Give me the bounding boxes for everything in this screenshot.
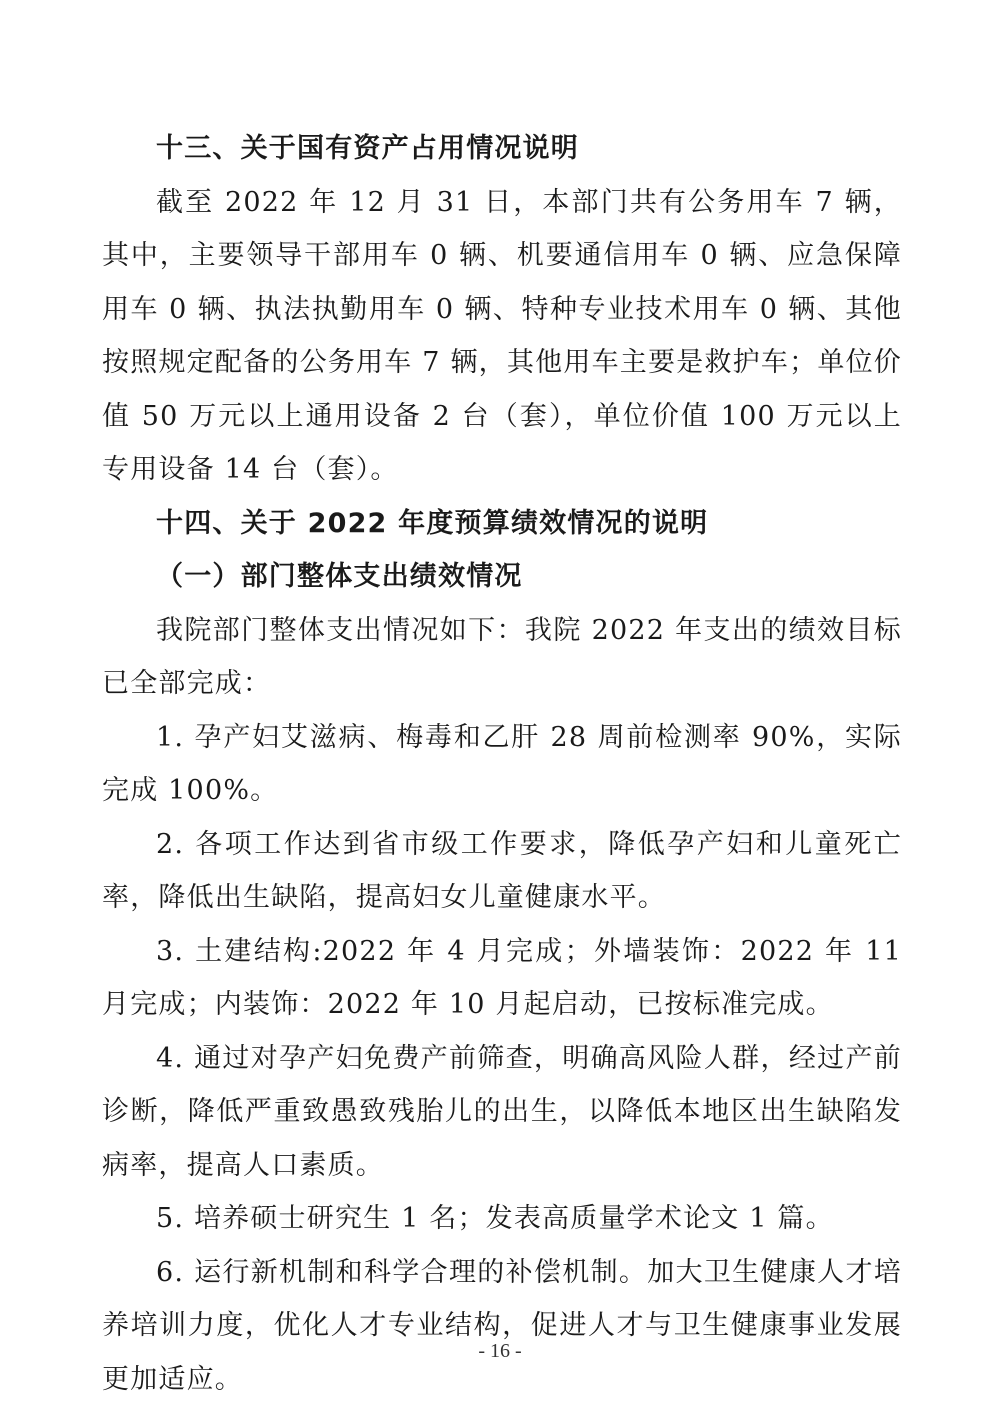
list-item: 3. 土建结构:2022 年 4 月完成；外墙装饰：2022 年 11 月完成；内装饰：2022 年 10 月起启动，已按标准完成。 <box>102 935 902 1020</box>
page-number: - 16 - <box>478 1340 522 1362</box>
intro-paragraph: 我院部门整体支出情况如下：我院 2022 年支出的绩效目标已全部完成： <box>102 614 902 699</box>
list-item: 4. 通过对孕产妇免费产前筛查，明确高风险人群，经过产前诊断，降低严重致愚致残胎儿的出生，以降低本地区出生缺陷发病率，提高人口素质。 <box>102 1042 902 1181</box>
document-body <box>102 122 902 1406</box>
section-heading-13: 十三、关于国有资产占用情况说明 <box>156 133 579 164</box>
list-item: 6. 运行新机制和科学合理的补偿机制。加大卫生健康人才培养培训力度，优化人才专业结构，促进人才与卫生健康事业发展更加适应。 <box>102 1256 902 1395</box>
list-item: 2. 各项工作达到省市级工作要求，降低孕产妇和儿童死亡率，降低出生缺陷，提高妇女儿童健康水平。 <box>102 828 902 913</box>
section-heading-14: 十四、关于 2022 年度预算绩效情况的说明 <box>156 507 709 539</box>
list-item: 1. 孕产妇艾滋病、梅毒和乙肝 28 周前检测率 90%，实际完成 100%。 <box>102 721 902 806</box>
assets-paragraph: 截至 2022 年 12 月 31 日，本部门共有公务用车 7 辆，其中，主要领导干部用车 0 辆、机要通信用车 0 辆、应急保障用车 0 辆、执法执勤用车 0 辆、特种专业技术用车 0 辆、其他按照规定配备的公务用车 7 辆，其他用车主要是救护车；单位价值 50 万元以上通用设备 2 台（套），单位价值 100 万元以上专用设备 14 台（套）。 <box>102 186 902 485</box>
list-item: 5. 培养硕士研究生 1 名；发表高质量学术论文 1 篇。 <box>156 1203 834 1234</box>
subsection-heading-1: （一）部门整体支出绩效情况 <box>156 561 523 592</box>
